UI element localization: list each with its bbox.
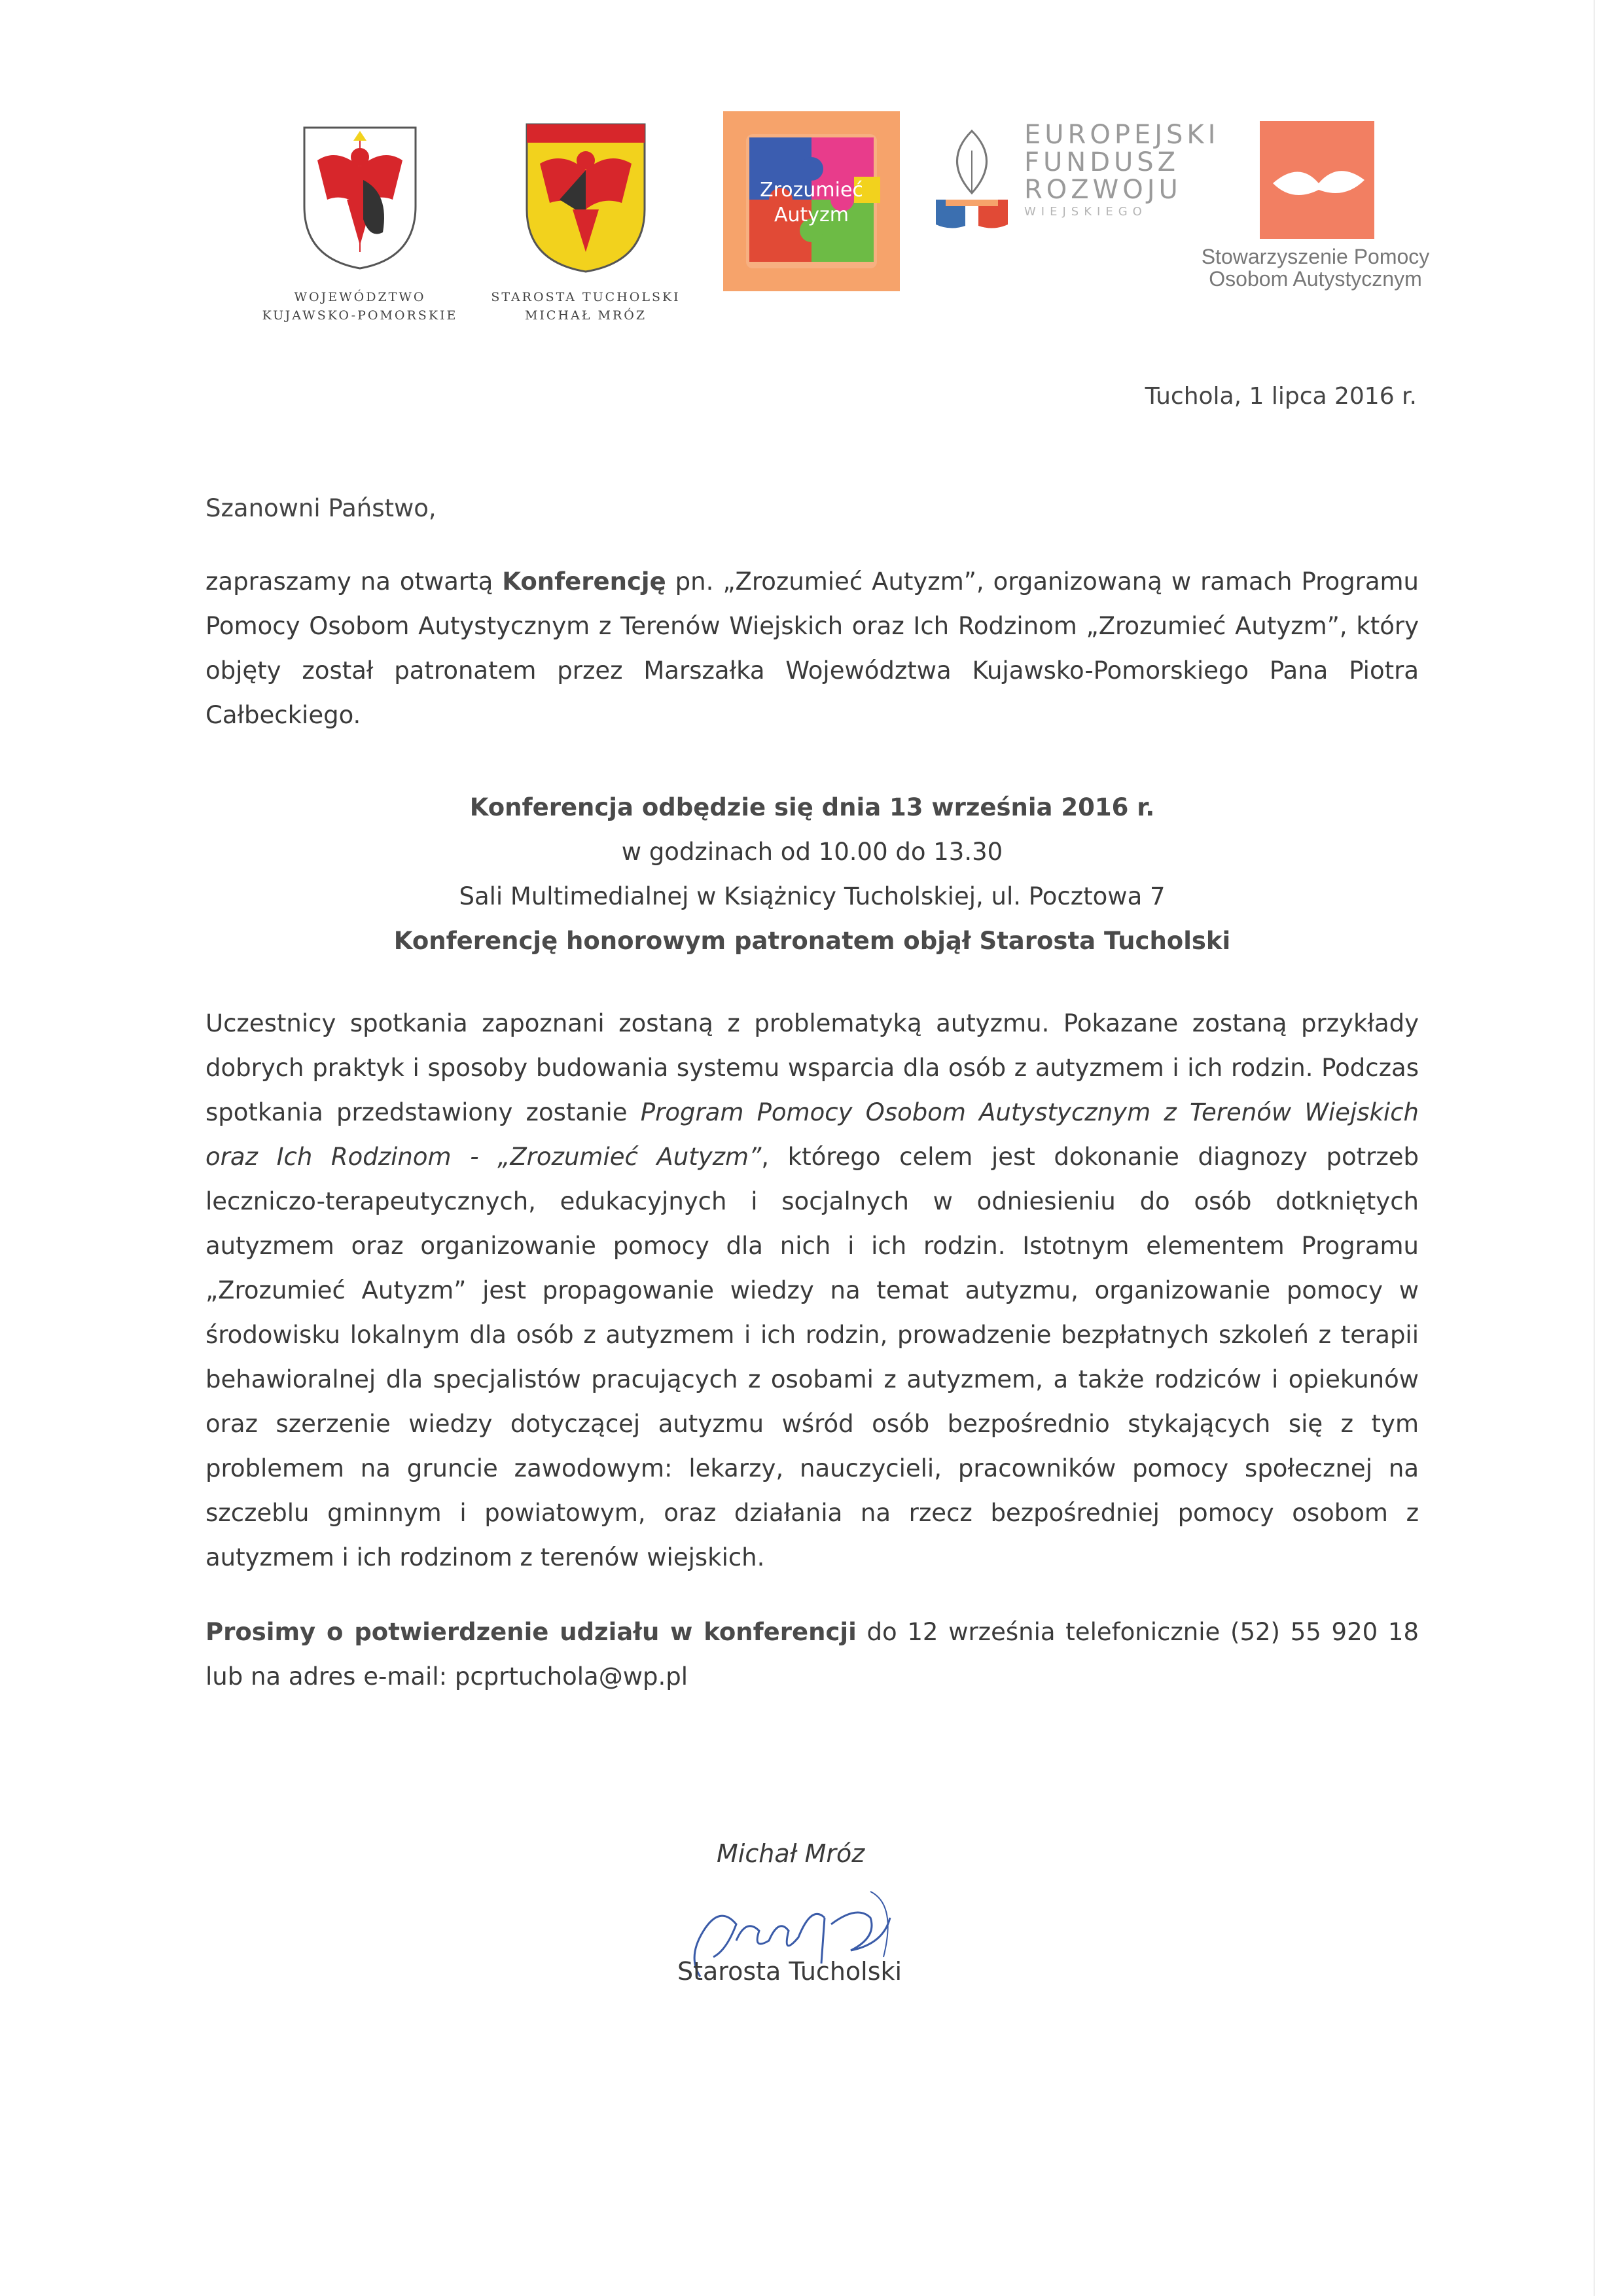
starosta-caption-line2: MICHAŁ MRÓZ: [524, 308, 647, 323]
scan-edge: [1594, 0, 1595, 2296]
efrr-line4: WIEJSKIEGO: [1024, 205, 1147, 219]
program-text-1: Uczestnicy spotkania zapoznani zostaną z problematyką autyzmu. Pokazane zostaną przykłady dobrych praktyk i sposoby budowania systemu wsparcia dla osób z autyzmem i ich rodzin. Podczas spotkania przedstawiony zostanie: [205, 1009, 1419, 1126]
intro-paragraph: [205, 560, 1419, 738]
wojewodztwo-caption: [242, 288, 478, 325]
zrozumiec-autyzm-logo: [723, 111, 900, 291]
stowarzyszenie-caption: [1191, 245, 1440, 290]
zrozumiec-logo-line2: Autyzm: [774, 204, 849, 226]
stowarzyszenie-caption-line1: Stowarzyszenie Pomocy: [1201, 245, 1430, 268]
wojewodztwo-caption-line2: KUJAWSKO-POMORSKIE: [262, 308, 458, 323]
program-paragraph: [205, 1001, 1419, 1580]
starosta-caption: [471, 288, 700, 325]
starosta-caption-line1: STAROSTA TUCHOLSKI: [491, 290, 681, 304]
efrr-logo: [923, 120, 1220, 232]
dateline: Tuchola, 1 lipca 2016 r.: [1145, 383, 1417, 410]
signature-name: Michał Mróz: [717, 1839, 865, 1868]
wojewodztwo-caption-line1: WOJEWÓDZTWO: [294, 290, 426, 304]
intro-text-1: zapraszamy na otwartą: [205, 567, 503, 596]
conference-venue: Sali Multimedialnej w Książnicy Tucholskiej, ul. Pocztowa 7: [459, 882, 1166, 910]
wojewodztwo-coat-of-arms: [298, 121, 422, 272]
powiat-coat-of-arms: [520, 118, 651, 275]
efrr-line1: EUROPEJSKI: [1024, 120, 1220, 150]
signature-title: Starosta Tucholski: [677, 1957, 902, 1986]
rsvp-bold: Prosimy o potwierdzenie udziału w konferencji: [205, 1618, 857, 1646]
efrr-line2: FUNDUSZ: [1024, 147, 1180, 177]
conference-hours: w godzinach od 10.00 do 13.30: [621, 838, 1003, 866]
program-text-2: , którego celem jest dokonanie diagnozy potrzeb leczniczo-terapeutycznych, edukacyjnych i socjalnych w odniesieniu do osób dotkniętych autyzmem oraz organizowanie pomocy dla nich i ich rodzin. Istotnym elementem Programu „Zrozumieć Autyzm” jest propagowanie wiedzy na temat autyzmu, organizowanie pomocy w środowisku lokalnym dla osób z autyzmem i ich rodzin, prowadzenie bezpłatnych szkoleń z terapii behawioralnej dla specjalistów pracujących z osobami z autyzmem, a także rodziców i opiekunów oraz szerzenie wiedzy dotyczącej autyzmu wśród osób bezpośrednio stykających się z tym problemem na gruncie zawodowym: lekarzy, nauczycieli, pracowników pomocy społecznej na szczeblu gminnym i powiatowym, oraz działania na rzecz bezpośredniej pomocy osobom z autyzmem i ich rodzinom z terenów wiejskich.: [205, 1143, 1419, 1571]
intro-bold: Konferencję: [502, 567, 666, 596]
conference-patronage: Konferencję honorowym patronatem objął Starosta Tucholski: [393, 927, 1231, 955]
stowarzyszenie-caption-line2: Osobom Autystycznym: [1209, 267, 1422, 291]
rsvp-text: do 12 września telefonicznie (52) 55 920 18 lub na adres e-mail: pcprtuchola@wp.pl: [205, 1618, 1419, 1691]
stowarzyszenie-logo: [1260, 121, 1374, 239]
intro-text-2: pn. „Zrozumieć Autyzm”, organizowaną w ramach Programu Pomocy Osobom Autystycznym z Terenów Wiejskich oraz Ich Rodzinom „Zrozumieć Autyzm”, który objęty został patronatem przez Marszałka Województwa Kujawsko-Pomorskiego Pana Piotra Całbeckiego.: [205, 567, 1419, 729]
rsvp-paragraph: [205, 1610, 1419, 1699]
conference-details: [205, 785, 1419, 963]
zrozumiec-logo-line1: Zrozumieć: [760, 179, 863, 202]
logo-header: [0, 0, 1623, 367]
efrr-line3: ROZWOJU: [1024, 175, 1182, 205]
conference-date: Konferencja odbędzie się dnia 13 września 2016 r.: [469, 793, 1155, 821]
efrr-text: [1024, 121, 1219, 221]
salutation: Szanowni Państwo,: [205, 494, 437, 522]
leaf-icon: [923, 121, 1021, 232]
program-italic: Program Pomocy Osobom Autystycznym z Terenów Wiejskich oraz Ich Rodzinom - „Zrozumieć Autyzm”: [205, 1098, 1419, 1171]
